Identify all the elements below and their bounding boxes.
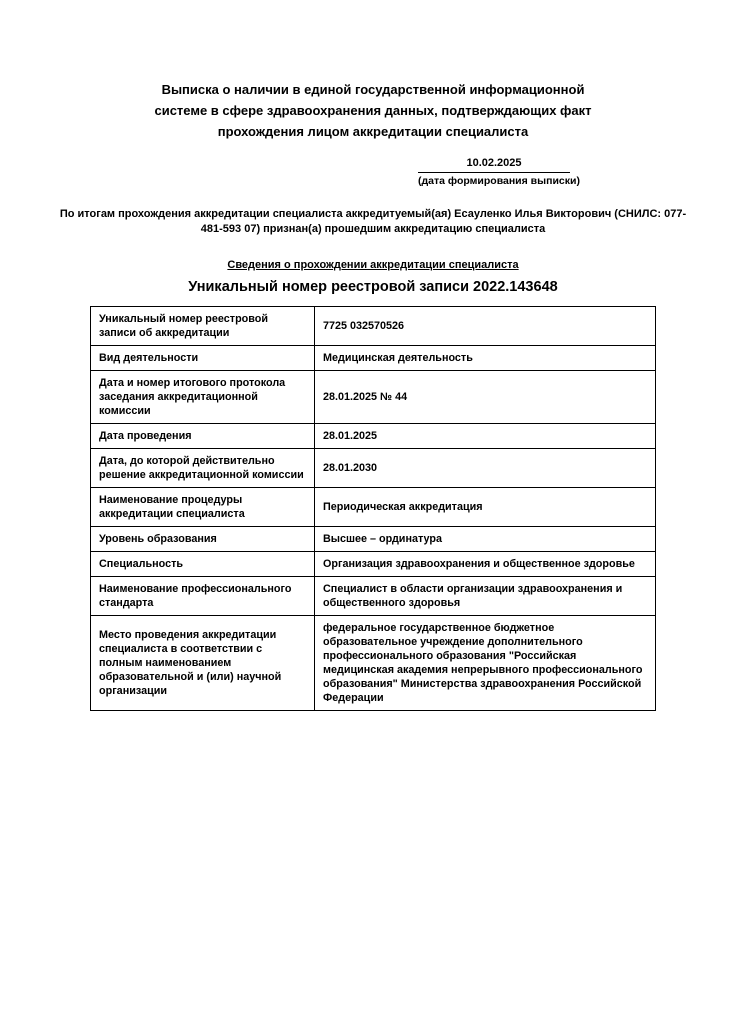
extract-date-caption: (дата формирования выписки) xyxy=(418,175,580,187)
intro-paragraph: По итогам прохождения аккредитации специалиста аккредитуемый(ая) Есауленко Илья Викторович (СНИЛС: 077-481-593 07) признан(а) прошедшим аккредитацию специалиста xyxy=(59,208,687,235)
accreditation-details-table xyxy=(90,306,656,711)
document-title xyxy=(0,0,746,142)
table-row xyxy=(91,424,656,449)
row-value: Медицинская деятельность xyxy=(315,346,656,371)
extract-date-block xyxy=(418,156,580,188)
row-value: Специалист в области организации здравоохранения и общественного здоровья xyxy=(315,577,656,616)
row-label: Уровень образования xyxy=(91,527,315,552)
row-value: 28.01.2030 xyxy=(315,449,656,488)
row-value: федеральное государственное бюджетное образовательное учреждение дополнительного профессионального образования "Российская медицинская академия непрерывного профессионального образования" Министерства здравоохранения Российской Федерации xyxy=(315,616,656,711)
table-row xyxy=(91,307,656,346)
table-row xyxy=(91,616,656,711)
row-label: Уникальный номер реестровой записи об аккредитации xyxy=(91,307,315,346)
table-row xyxy=(91,449,656,488)
table-row xyxy=(91,346,656,371)
table-row xyxy=(91,552,656,577)
table-row xyxy=(91,488,656,527)
document-title-line: системе в сфере здравоохранения данных, подтверждающих факт xyxy=(154,103,592,118)
row-label: Наименование профессионального стандарта xyxy=(91,577,315,616)
row-label: Дата и номер итогового протокола заседания аккредитационной комиссии xyxy=(91,371,315,424)
row-label: Дата, до которой действительно решение аккредитационной комиссии xyxy=(91,449,315,488)
table-row xyxy=(91,527,656,552)
row-value: 28.01.2025 xyxy=(315,424,656,449)
row-label: Дата проведения xyxy=(91,424,315,449)
registry-number-heading: Уникальный номер реестровой записи 2022.143648 xyxy=(188,279,558,295)
row-label: Специальность xyxy=(91,552,315,577)
row-label: Место проведения аккредитации специалиста в соответствии с полным наименованием образовательной и (или) научной организации xyxy=(91,616,315,711)
row-value: Организация здравоохранения и общественное здоровье xyxy=(315,552,656,577)
table-row xyxy=(91,577,656,616)
row-value: 28.01.2025 № 44 xyxy=(315,371,656,424)
row-label: Наименование процедуры аккредитации специалиста xyxy=(91,488,315,527)
row-value: Периодическая аккредитация xyxy=(315,488,656,527)
row-value: Высшее – ординатура xyxy=(315,527,656,552)
section-heading: Сведения о прохождении аккредитации специалиста xyxy=(227,259,519,271)
row-label: Вид деятельности xyxy=(91,346,315,371)
extract-date: 10.02.2025 xyxy=(418,156,570,173)
document-title-line: Выписка о наличии в единой государственной информационной xyxy=(161,82,585,97)
row-value: 7725 032570526 xyxy=(315,307,656,346)
table-row xyxy=(91,371,656,424)
document-title-line: прохождения лицом аккредитации специалиста xyxy=(217,124,529,139)
